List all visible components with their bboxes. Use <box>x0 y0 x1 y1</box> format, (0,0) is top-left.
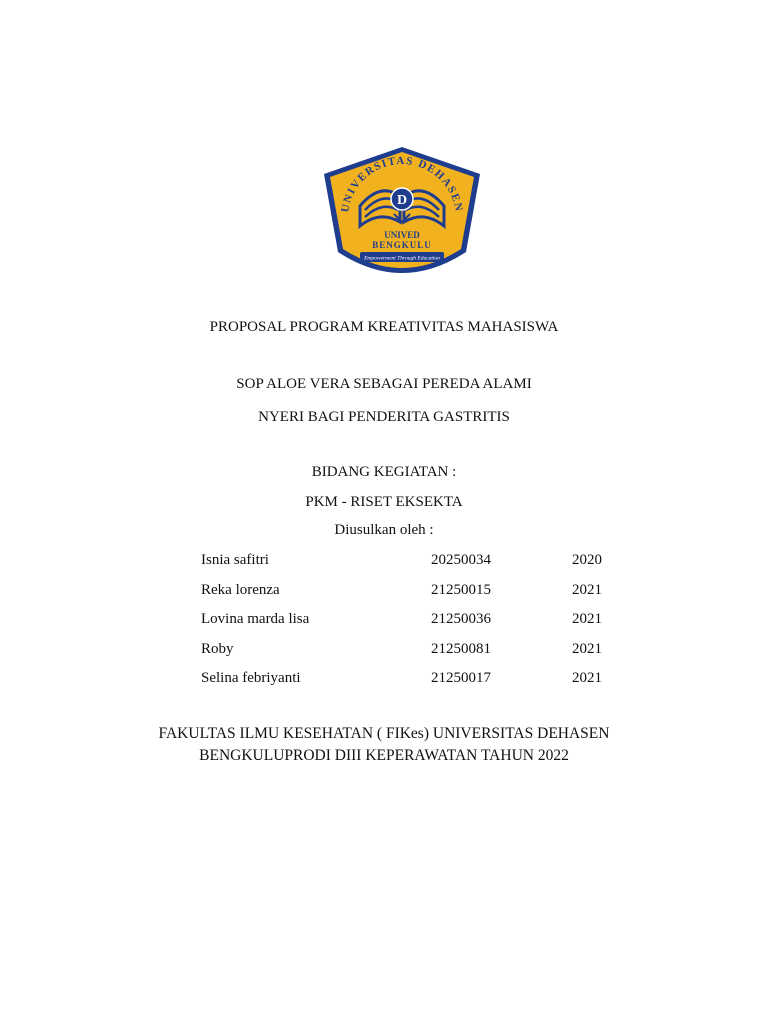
member-nim: 20250034 <box>431 552 491 568</box>
member-name: Lovina marda lisa <box>201 611 310 627</box>
member-year: 2021 <box>572 581 602 598</box>
logo-tagline: Empowerment Through Education <box>364 255 440 262</box>
proposal-heading: PROPOSAL PROGRAM KREATIVITAS MAHASISWA <box>209 319 559 335</box>
member-year: 2020 <box>572 552 602 568</box>
member-year: 2021 <box>572 670 602 686</box>
faculty-line-1: FAKULTAS ILMU KESEHATAN ( FIKes) UNIVERSITAS DEHASEN <box>158 725 610 742</box>
logo-name-line1: UNIVED <box>384 230 420 240</box>
logo-ring-text: UNIVERSITAS DEHASEN <box>339 154 465 214</box>
member-table <box>0 551 768 699</box>
member-nim: 21250081 <box>431 640 491 657</box>
logo-name-line2: BENGKULU <box>372 240 432 250</box>
table-row <box>0 610 768 640</box>
title-line-2: NYERI BAGI PENDERITA GASTRITIS <box>258 409 510 425</box>
table-row <box>0 581 768 611</box>
table-row <box>0 669 768 699</box>
proposed-by-label: Diusulkan oleh : <box>334 522 434 538</box>
field-value: PKM - RISET EKSEKTA <box>305 494 463 510</box>
member-year: 2021 <box>572 611 602 627</box>
member-name: Reka lorenza <box>201 581 280 598</box>
table-row <box>0 640 768 670</box>
university-logo <box>320 144 484 284</box>
faculty-line-2: BENGKULUPRODI DIII KEPERAWATAN TAHUN 2022 <box>199 747 569 764</box>
member-nim: 21250036 <box>431 611 491 627</box>
logo-emblem-letter: D <box>396 193 408 208</box>
title-line-1: SOP ALOE VERA SEBAGAI PEREDA ALAMI <box>236 376 532 392</box>
member-year: 2021 <box>572 640 602 657</box>
member-name: Isnia safitri <box>201 552 269 568</box>
member-nim: 21250017 <box>431 670 491 686</box>
field-label: BIDANG KEGIATAN : <box>311 464 457 480</box>
member-name: Roby <box>201 640 234 657</box>
member-nim: 21250015 <box>431 581 491 598</box>
member-name: Selina febriyanti <box>201 670 301 686</box>
table-row <box>0 551 768 581</box>
